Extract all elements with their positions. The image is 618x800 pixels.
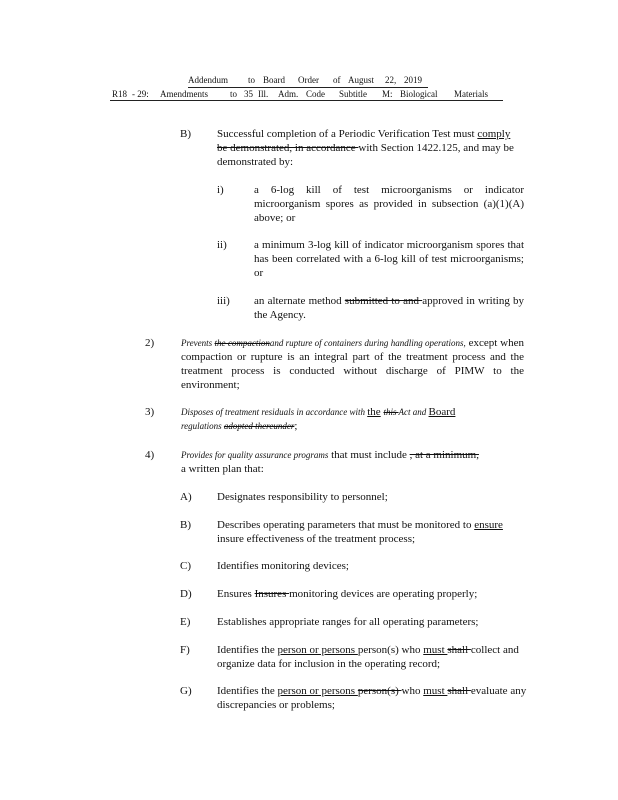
header-line-1 (0, 75, 618, 87)
deleted-text: be demonstrated, in accordance (217, 142, 359, 154)
sub-label: B) (180, 519, 191, 531)
sub-item-text (217, 643, 537, 671)
header-word: Biological (400, 89, 438, 99)
text-run: Successful completion of a Periodic Verification Test must (217, 128, 478, 140)
text-run: regulations (181, 421, 224, 431)
sub-label: iii) (217, 295, 230, 307)
header-word: R18 (112, 89, 128, 99)
inserted-text: must (423, 644, 448, 656)
text-run: Provides for quality assurance programs (181, 450, 329, 460)
text-run: with Section 1422.125, and may be (358, 142, 514, 154)
inserted-text: the (367, 406, 381, 418)
inserted-text: person or persons (277, 644, 358, 656)
deleted-text: shall (447, 644, 471, 656)
sub-label: i) (217, 184, 224, 196)
item-b-line-1 (217, 127, 540, 141)
header-word: Order (298, 75, 319, 85)
item-label: 4) (145, 449, 155, 461)
item-label: 3) (145, 406, 155, 418)
text-run: Identifies the (217, 644, 278, 656)
item-4-text (181, 448, 541, 476)
header-word: August (348, 75, 375, 85)
sub-label: F) (180, 644, 190, 656)
text-run: Describes operating parameters that must be monitored to (217, 519, 475, 531)
inserted-text: must (423, 685, 448, 697)
header-word: 35 (244, 89, 253, 99)
deleted-text: person(s) (357, 685, 402, 697)
sub-item-text (217, 587, 537, 601)
sub-label: E) (180, 616, 191, 628)
deleted-text: submitted to and (344, 295, 423, 307)
inserted-text: person or persons (277, 685, 358, 697)
sub-label: ii) (217, 239, 227, 251)
text-run: that must include (328, 449, 410, 461)
deleted-text: Insures (254, 588, 290, 600)
header-word: Code (306, 89, 325, 99)
item-label: B) (180, 128, 191, 140)
text-run: evaluate any discrepancies or problems; (217, 685, 527, 711)
inserted-text: ensure (474, 519, 503, 531)
sub-item-text: Designates responsibility to personnel; (217, 491, 388, 503)
text-run: Prevents (181, 338, 215, 348)
item-label: 2) (145, 337, 155, 349)
header-word: of (333, 75, 341, 85)
text-run: an alternate method (254, 295, 345, 307)
text-run: insure effectiveness of the treatment process; (217, 533, 416, 545)
text-run: person(s) who (357, 644, 424, 656)
deleted-text: the compaction (214, 338, 270, 348)
inserted-text: comply (477, 128, 511, 140)
deleted-text: this (383, 407, 399, 417)
text-run: Disposes of treatment residuals in accordance with (181, 407, 368, 417)
deleted-text: shall (447, 685, 471, 697)
sub-item-text: a 6-log kill of test microorganisms or indicator microorganism spores as provided in subsection (a)(1)(A) above; or (254, 184, 524, 224)
text-run: a written plan that: (181, 463, 264, 475)
text-run: who (401, 685, 424, 697)
header-word: Adm. (278, 89, 299, 99)
header-word: Materials (454, 89, 488, 99)
sub-item-text: Identifies monitoring devices; (217, 560, 349, 572)
sub-item-text (254, 294, 524, 322)
text-run: and rupture of containers during handling operations, (269, 338, 466, 348)
sub-label: D) (180, 588, 192, 600)
header-word: M: (382, 89, 393, 99)
item-b-line-3: demonstrated by: (217, 156, 294, 168)
header-word: 22, (385, 75, 397, 85)
inserted-text: Board (428, 406, 456, 418)
sub-label: C) (180, 560, 191, 572)
header-word: - 29: (132, 89, 149, 99)
text-run: Identifies the (217, 685, 278, 697)
text-run: collect and organize data for inclusion in the operating record; (217, 644, 519, 670)
sub-label: A) (180, 491, 192, 503)
header-word: Subtitle (339, 89, 368, 99)
header-word: Board (263, 75, 285, 85)
sub-item-text (217, 684, 537, 712)
header-word: Amendments (160, 89, 208, 99)
item-3-text (181, 405, 541, 433)
sub-item-text (217, 518, 537, 546)
text-run: except when compaction or rupture is an integral part of the treatment process and the treatment process is conducted without discharge of PIMW to the environment; (181, 337, 524, 391)
item-b-line-2 (217, 141, 540, 155)
header-word: Ill. (258, 89, 269, 99)
header-word: 2019 (404, 75, 422, 85)
text-run: Act and (398, 407, 429, 417)
text-run: approved in writing by the Agency. (254, 295, 524, 321)
deleted-text: , at a minimum, (409, 449, 479, 461)
header-word: to (230, 89, 238, 99)
text-run: ; (294, 420, 298, 432)
header-rule-2 (110, 100, 503, 101)
header-word: Addendum (188, 75, 228, 85)
header-word: to (248, 75, 256, 85)
item-2-text (181, 336, 524, 392)
sub-item-text: a minimum 3-log kill of indicator microorganism spores that has been correlated with a 6-log kill of test microorganisms; or (254, 239, 524, 279)
deleted-text: adopted thereunder (223, 421, 295, 431)
header-rule-1 (188, 87, 428, 88)
sub-label: G) (180, 685, 192, 697)
text-run: Ensures (217, 588, 255, 600)
text-run: monitoring devices are operating properly; (289, 588, 478, 600)
sub-item-text: Establishes appropriate ranges for all operating parameters; (217, 616, 479, 628)
